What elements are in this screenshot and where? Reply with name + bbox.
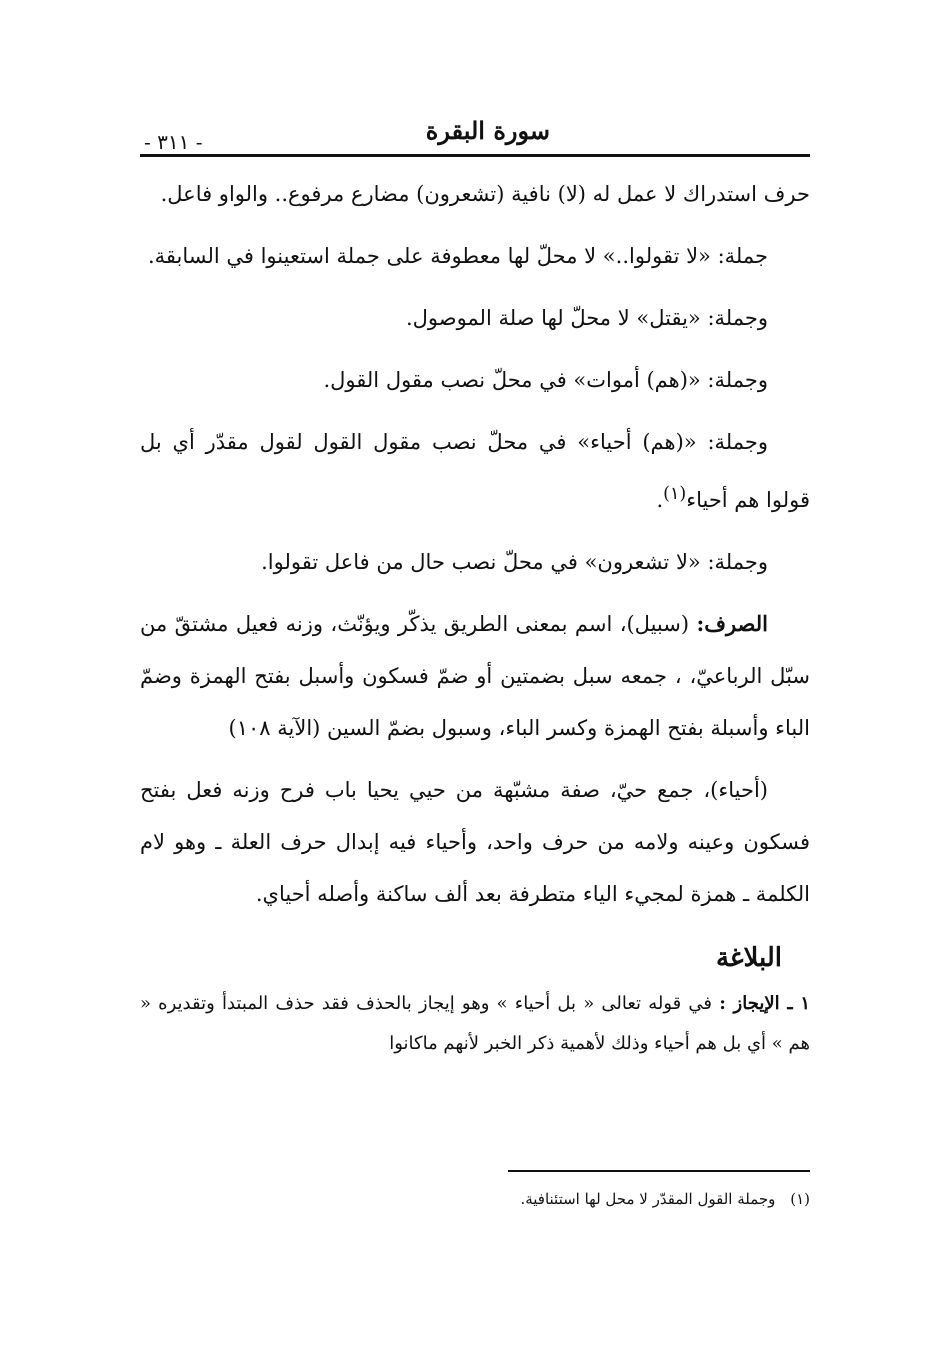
paragraph-2: جملة: «لا تقولوا..» لا محلّ لها معطوفة على جملة استعينوا في السابقة. xyxy=(147,244,768,268)
paragraph-7 xyxy=(140,598,810,754)
paragraph-7-text: (سبيل)، اسم بمعنى الطريق يذكّر ويؤنّث، وزنه فعيل مشتقّ من سبّل الرباعيّ، ، جمعه سبل بضمتين أو ضمّ فسكون وأسبل بفتح الهمزة وضمّ الباء وأسبلة بفتح الهمزة وكسر الباء، وسبول بضمّ السين (الآية ١٠٨) xyxy=(140,612,810,740)
paragraph-5-text: وجملة: «(هم) أحياء» في محلّ نصب مقول القول لقول مقدّر أي بل قولوا هم أحياء xyxy=(140,430,810,512)
paragraph-5: وجملة: «(هم) أحياء» في محلّ نصب مقول القول لقول مقدّر أي بل قولوا هم أحياء$^{(١)}$. xyxy=(140,430,810,512)
paragraph-4: وجملة: «(هم) أموات» في محلّ نصب مقول القول. xyxy=(323,368,768,392)
section-title: البلاغة xyxy=(715,943,782,973)
document-page xyxy=(140,0,810,1364)
header-rule xyxy=(140,154,810,157)
footnote-number: (١) xyxy=(790,1190,810,1208)
footnote-reference: (١) xyxy=(663,484,687,504)
surah-title: سورة البقرة xyxy=(425,116,550,145)
paragraph-9 xyxy=(140,984,810,1064)
paragraph-6: وجملة: «لا تشعرون» في محلّ نصب حال من فاعل تقولوا. xyxy=(261,550,768,574)
paragraph-3: وجملة: «يقتل» لا محلّ لها صلة الموصول. xyxy=(405,306,768,330)
page-header xyxy=(140,106,810,156)
footnote-rule xyxy=(508,1170,810,1172)
sarf-label: الصرف: xyxy=(696,611,768,636)
paragraph-9-text: في قوله تعالى « بل أحياء » وهو إيجاز بالحذف فقد حذف المبتدأ وتقديره « هم » أي بل هم أحياء وذلك لأهمية ذكر الخبر لأنهم ماكانوا xyxy=(140,993,810,1054)
footnote xyxy=(140,1190,810,1208)
ijaz-label: ١ ـ الإيجاز : xyxy=(719,993,810,1014)
paragraph-8: (أحياء)، جمع حيّ، صفة مشبّهة من حيي يحيا باب فرح وزنه فعل بفتح فسكون وعينه ولامه من حرف واحد، وأحياء فيه إبدال حرف العلة ـ وهو لام الكلمة ـ همزة لمجيء الياء متطرفة بعد ألف ساكنة وأصله أحياي. xyxy=(140,778,810,906)
paragraph-1: حرف استدراك لا عمل له (لا) نافية (تشعرون) مضارع مرفوع.. والواو فاعل. xyxy=(160,182,810,206)
footnote-text: وجملة القول المقدّر لا محل لها استئنافية. xyxy=(520,1190,776,1208)
page-number: - ٣١١ - xyxy=(144,130,203,154)
page-body xyxy=(140,168,810,1074)
